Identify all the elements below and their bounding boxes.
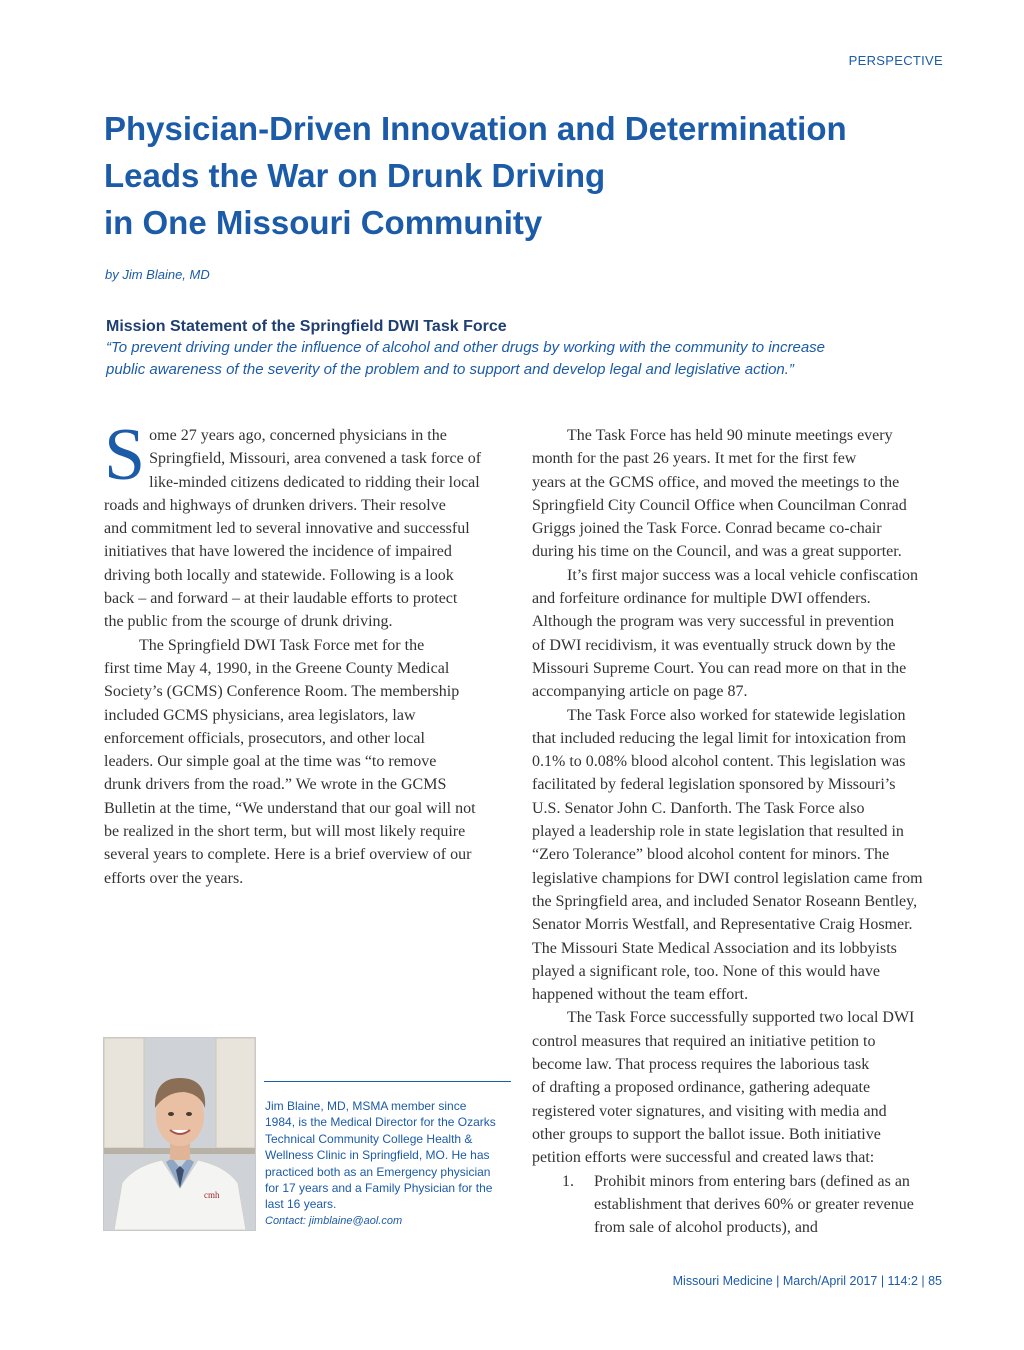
body-line: petition efforts were successful and created laws that:: [532, 1149, 875, 1167]
body-line: the public from the scourge of drunk driving.: [104, 613, 393, 631]
list-line: Prohibit minors from entering bars (defined as an: [594, 1172, 910, 1190]
body-line: Although the program was very successful in prevention: [532, 613, 895, 631]
bio-line: Wellness Clinic in Springfield, MO. He has: [265, 1148, 490, 1163]
body-line: roads and highways of drunken drivers. Their resolve: [104, 496, 446, 514]
body-line: and commitment led to several innovative and successful: [104, 520, 470, 538]
bio-line: Technical Community College Health &: [265, 1131, 473, 1146]
body-line: The Task Force successfully supported two local DWI: [567, 1009, 915, 1027]
title-line: in One Missouri Community: [104, 204, 543, 241]
list-line: establishment that derives 60% or greater revenue: [594, 1195, 914, 1213]
body-line: be realized in the short term, but will most likely require: [104, 823, 466, 841]
body-line: Senator Morris Westfall, and Representative Craig Hosmer.: [532, 916, 913, 934]
body-line: 0.1% to 0.08% blood alcohol content. This legislation was: [532, 753, 906, 771]
body-line: accompanying article on page 87.: [532, 683, 748, 701]
list-line: from sale of alcohol products), and: [594, 1219, 818, 1237]
title-line: Physician-Driven Innovation and Determination: [104, 110, 847, 147]
coat-logo: cmh: [204, 1190, 220, 1200]
body-line: Society’s (GCMS) Conference Room. The membership: [104, 683, 460, 701]
bio-line: 1984, is the Medical Director for the Ozarks: [265, 1115, 496, 1130]
body-line: become law. That process requires the laborious task: [532, 1056, 870, 1074]
body-line: during his time on the Council, and was a great supporter.: [532, 543, 902, 561]
body-line: enforcement officials, prosecutors, and other local: [104, 729, 425, 747]
body-line: played a leadership role in state legislation that resulted in: [532, 823, 904, 841]
body-line: that included reducing the legal limit for intoxication from: [532, 729, 907, 747]
body-line: efforts over the years.: [104, 869, 244, 887]
body-line: Springfield, Missouri, area convened a task force of: [149, 450, 482, 468]
bio-line: practiced both as an Emergency physician: [265, 1164, 491, 1179]
body-line: Bulletin at the time, “We understand that our goal will not: [104, 799, 476, 817]
body-line: month for the past 26 years. It met for the first few: [532, 450, 857, 468]
body-line: drunk drivers from the road.” We wrote in the GCMS: [104, 776, 447, 794]
byline: by Jim Blaine, MD: [105, 267, 210, 282]
bio-divider: [264, 1081, 511, 1082]
body-line: the Springfield area, and included Senator Roseann Bentley,: [532, 892, 918, 910]
body-line: included GCMS physicians, area legislators, law: [104, 706, 416, 724]
mission-statement: [106, 316, 966, 381]
body-line: registered voter signatures, and visiting with media and: [532, 1102, 887, 1120]
body-line: Springfield City Council Office when Councilman Conrad: [532, 496, 907, 514]
body-line: The Task Force also worked for statewide legislation: [567, 706, 906, 724]
body-line: driving both locally and statewide. Following is a look: [104, 566, 454, 584]
page-footer: Missouri Medicine | March/April 2017 | 114:2 | 85: [672, 1274, 942, 1288]
mission-heading: Mission Statement of the Springfield DWI Task Force: [106, 318, 507, 335]
body-line: happened without the team effort.: [532, 986, 749, 1004]
body-line: initiatives that have lowered the incidence of impaired: [104, 543, 452, 561]
body-line: years at the GCMS office, and moved the meetings to the: [532, 473, 900, 491]
body-line: of DWI recidivism, it was eventually struck down by the: [532, 636, 896, 654]
section-label: PERSPECTIVE: [848, 53, 943, 68]
body-line: It’s first major success was a local vehicle confiscation: [567, 566, 918, 584]
list-item: [532, 1170, 940, 1193]
body-line: several years to complete. Here is a brief overview of our: [104, 846, 472, 864]
bio-line: Jim Blaine, MD, MSMA member since: [265, 1099, 467, 1113]
body-line: other groups to support the ballot issue. Both initiative: [532, 1125, 881, 1143]
mission-line: “To prevent driving under the influence of alcohol and other drugs by working with the community to increase: [106, 339, 826, 356]
drop-cap: S: [104, 414, 146, 496]
body-line: first time May 4, 1990, in the Greene County Medical: [104, 659, 450, 677]
body-line: control measures that required an initiative petition to: [532, 1032, 876, 1050]
body-line: ome 27 years ago, concerned physicians in the: [149, 427, 447, 444]
body-line: back – and forward – at their laudable efforts to protect: [104, 590, 458, 608]
body-line: The Springfield DWI Task Force met for the: [139, 636, 425, 654]
author-bio: [265, 1098, 515, 1229]
body-line: The Missouri State Medical Association and its lobbyists: [532, 939, 897, 957]
mission-quote: [106, 337, 966, 381]
bio-line: last 16 years.: [265, 1197, 337, 1212]
right-column: [532, 424, 940, 1239]
body-line: played a significant role, too. None of this would have: [532, 962, 880, 980]
body-line: legislative champions for DWI control legislation came from: [532, 869, 923, 887]
body-line: leaders. Our simple goal at the time was “to remove: [104, 753, 437, 771]
list-number: 1.: [562, 1172, 574, 1190]
author-photo: [103, 1037, 256, 1231]
article-title: [104, 105, 964, 246]
author-contact: Contact: jimblaine@aol.com: [265, 1214, 403, 1227]
body-line: U.S. Senator John C. Danforth. The Task Force also: [532, 799, 865, 817]
body-line: Missouri Supreme Court. You can read more on that in the: [532, 659, 907, 677]
body-line: facilitated by federal legislation sponsored by Missouri’s: [532, 776, 896, 794]
author-portrait-illustration: [104, 1038, 255, 1230]
body-line: The Task Force has held 90 minute meetings every: [567, 427, 893, 444]
title-line: Leads the War on Drunk Driving: [104, 157, 606, 194]
mission-line: public awareness of the severity of the problem and to support and develop legal and legislative action.”: [106, 361, 794, 378]
body-line: Griggs joined the Task Force. Conrad became co-chair: [532, 520, 882, 538]
left-column: [104, 414, 512, 890]
body-line: like-minded citizens dedicated to ridding their local: [149, 473, 480, 491]
bio-line: for 17 years and a Family Physician for the: [265, 1181, 493, 1196]
body-line: “Zero Tolerance” blood alcohol content for minors. The: [532, 846, 890, 864]
body-line: of drafting a proposed ordinance, gathering adequate: [532, 1079, 871, 1097]
body-line: and forfeiture ordinance for multiple DWI offenders.: [532, 590, 871, 608]
